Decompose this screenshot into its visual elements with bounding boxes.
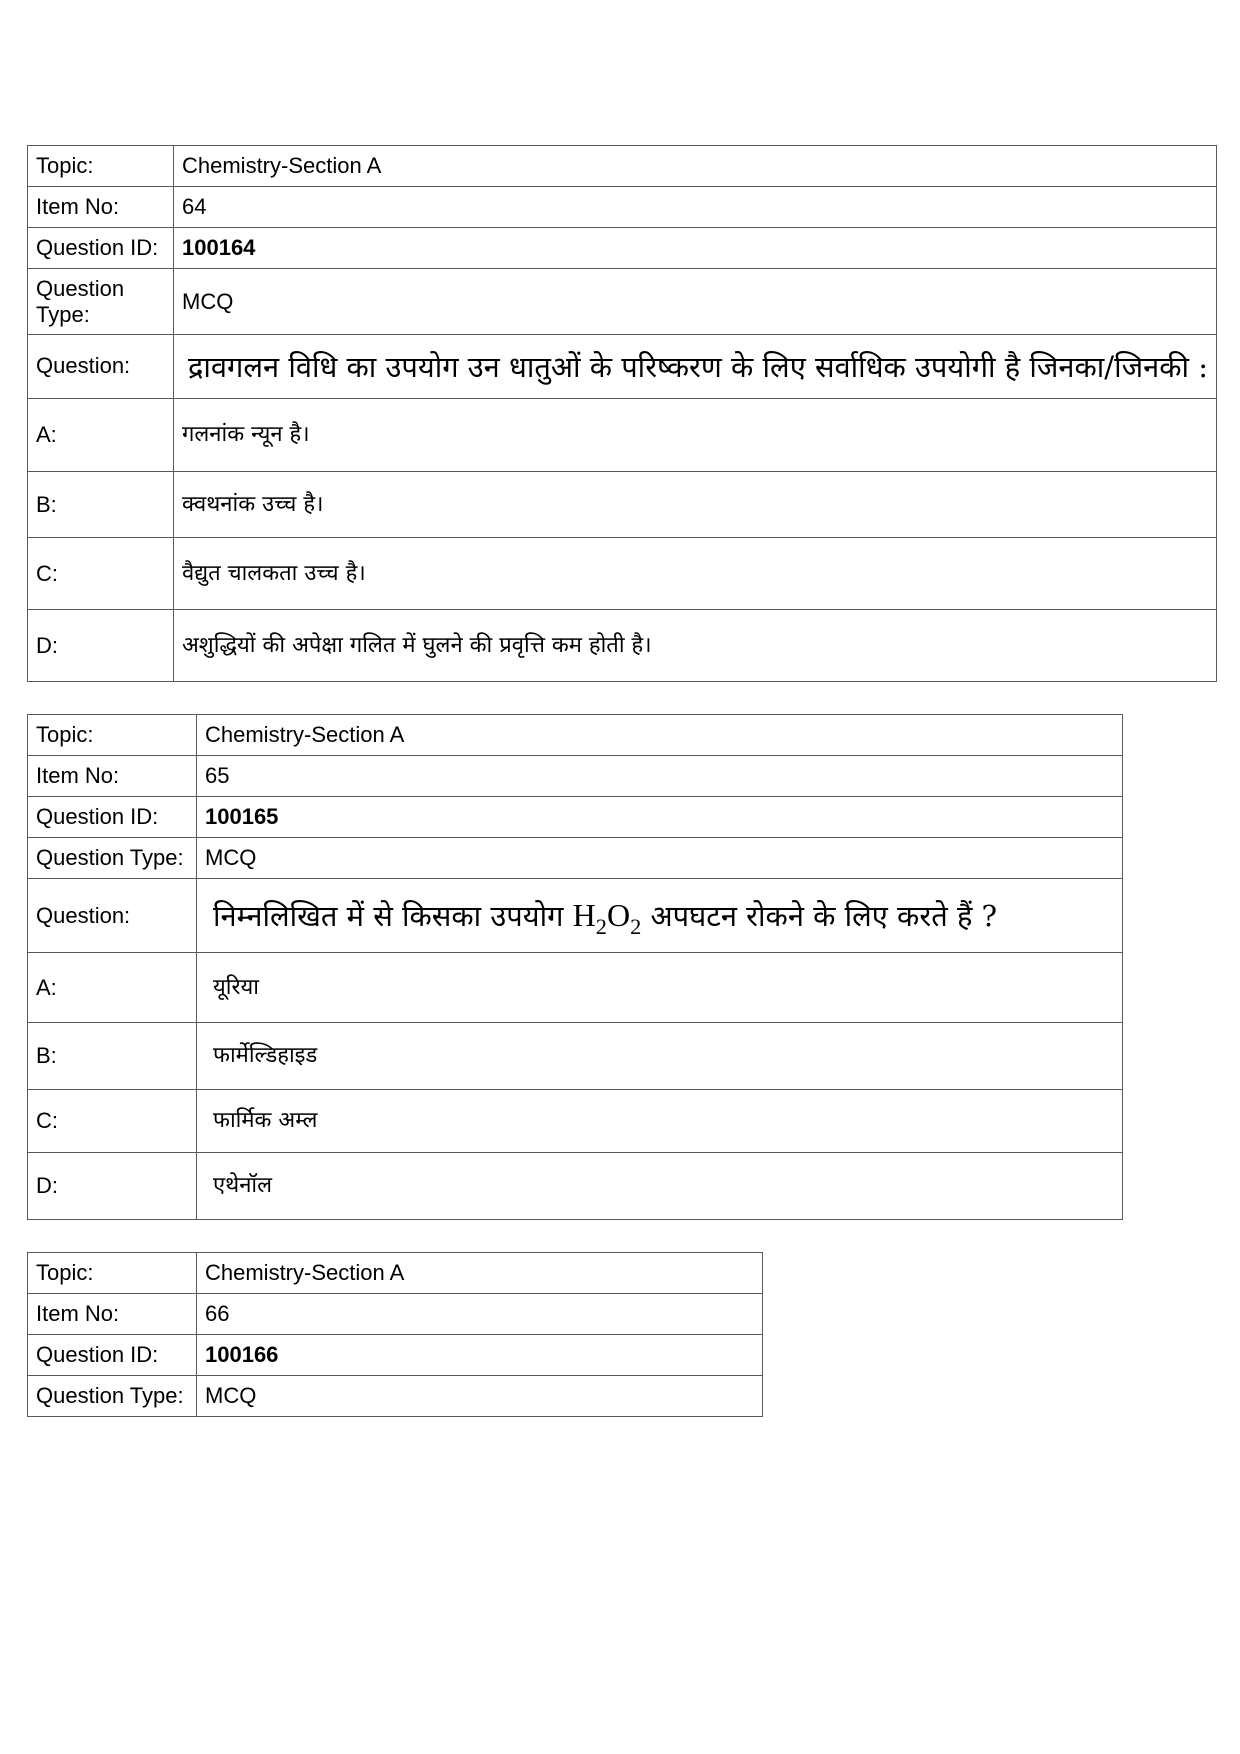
item-no-value: 65 [197, 756, 1123, 797]
option-c-text: वैद्युत चालकता उच्च है। [174, 538, 1217, 610]
option-b-label: B: [28, 472, 174, 538]
topic-row [28, 715, 1123, 756]
option-a-row [28, 399, 1217, 472]
topic-value: Chemistry-Section A [197, 1253, 763, 1294]
question-type-value: MCQ [197, 1376, 763, 1417]
question-text: द्रावगलन विधि का उपयोग उन धातुओं के परिष्करण के लिए सर्वाधिक उपयोगी है जिनका/जिनकी : [174, 335, 1217, 399]
question-type-value: MCQ [174, 269, 1217, 335]
question-label: Question: [28, 879, 197, 953]
question-type-label: Question Type: [28, 1376, 197, 1417]
option-a-label: A: [28, 953, 197, 1023]
topic-label: Topic: [28, 715, 197, 756]
question-type-row [28, 838, 1123, 879]
topic-value: Chemistry-Section A [174, 146, 1217, 187]
option-d-text: एथेनॉल [197, 1153, 1123, 1220]
question-id-label: Question ID: [28, 228, 174, 269]
item-no-value: 66 [197, 1294, 763, 1335]
question-id-value: 100166 [197, 1335, 763, 1376]
option-c-row [28, 538, 1217, 610]
question-id-row [28, 1335, 763, 1376]
question-row [28, 879, 1123, 953]
item-no-label: Item No: [28, 1294, 197, 1335]
option-c-row [28, 1090, 1123, 1153]
question-row [28, 335, 1217, 399]
option-a-text: गलनांक न्यून है। [174, 399, 1217, 472]
option-d-text: अशुद्धियों की अपेक्षा गलित में घुलने की प्रवृत्ति कम होती है। [174, 610, 1217, 682]
item-no-label: Item No: [28, 187, 174, 228]
option-b-row [28, 1023, 1123, 1090]
topic-value: Chemistry-Section A [197, 715, 1123, 756]
question-id-row [28, 228, 1217, 269]
question-table-66 [27, 1252, 763, 1417]
question-text-after: अपघटन रोकने के लिए करते हैं ? [650, 899, 998, 933]
question-type-row [28, 269, 1217, 335]
question-id-row [28, 797, 1123, 838]
topic-row [28, 1253, 763, 1294]
option-b-text: फार्मेल्डिहाइड [197, 1023, 1123, 1090]
question-text [197, 879, 1123, 953]
item-no-value: 64 [174, 187, 1217, 228]
question-type-label: Question Type: [28, 838, 197, 879]
question-id-label: Question ID: [28, 1335, 197, 1376]
option-b-row [28, 472, 1217, 538]
question-table-64 [27, 145, 1217, 682]
option-a-row [28, 953, 1123, 1023]
option-a-text: यूरिया [197, 953, 1123, 1023]
question-type-value: MCQ [197, 838, 1123, 879]
question-label: Question: [28, 335, 174, 399]
option-b-text: क्वथनांक उच्च है। [174, 472, 1217, 538]
question-table-65 [27, 714, 1123, 1220]
option-c-label: C: [28, 1090, 197, 1153]
topic-label: Topic: [28, 1253, 197, 1294]
question-id-value: 100164 [174, 228, 1217, 269]
item-no-row [28, 756, 1123, 797]
option-d-row [28, 610, 1217, 682]
option-c-label: C: [28, 538, 174, 610]
topic-row [28, 146, 1217, 187]
item-no-row [28, 187, 1217, 228]
item-no-row [28, 1294, 763, 1335]
option-a-label: A: [28, 399, 174, 472]
question-text-before: निम्नलिखित में से किसका उपयोग [213, 899, 564, 933]
topic-label: Topic: [28, 146, 174, 187]
option-b-label: B: [28, 1023, 197, 1090]
question-id-label: Question ID: [28, 797, 197, 838]
item-no-label: Item No: [28, 756, 197, 797]
h2o2-formula: $H_2O_2$ [572, 897, 642, 939]
option-d-label: D: [28, 1153, 197, 1220]
question-type-row [28, 1376, 763, 1417]
option-d-row [28, 1153, 1123, 1220]
question-type-label: Question Type: [28, 269, 174, 335]
question-id-value: 100165 [197, 797, 1123, 838]
option-c-text: फार्मिक अम्ल [197, 1090, 1123, 1153]
option-d-label: D: [28, 610, 174, 682]
